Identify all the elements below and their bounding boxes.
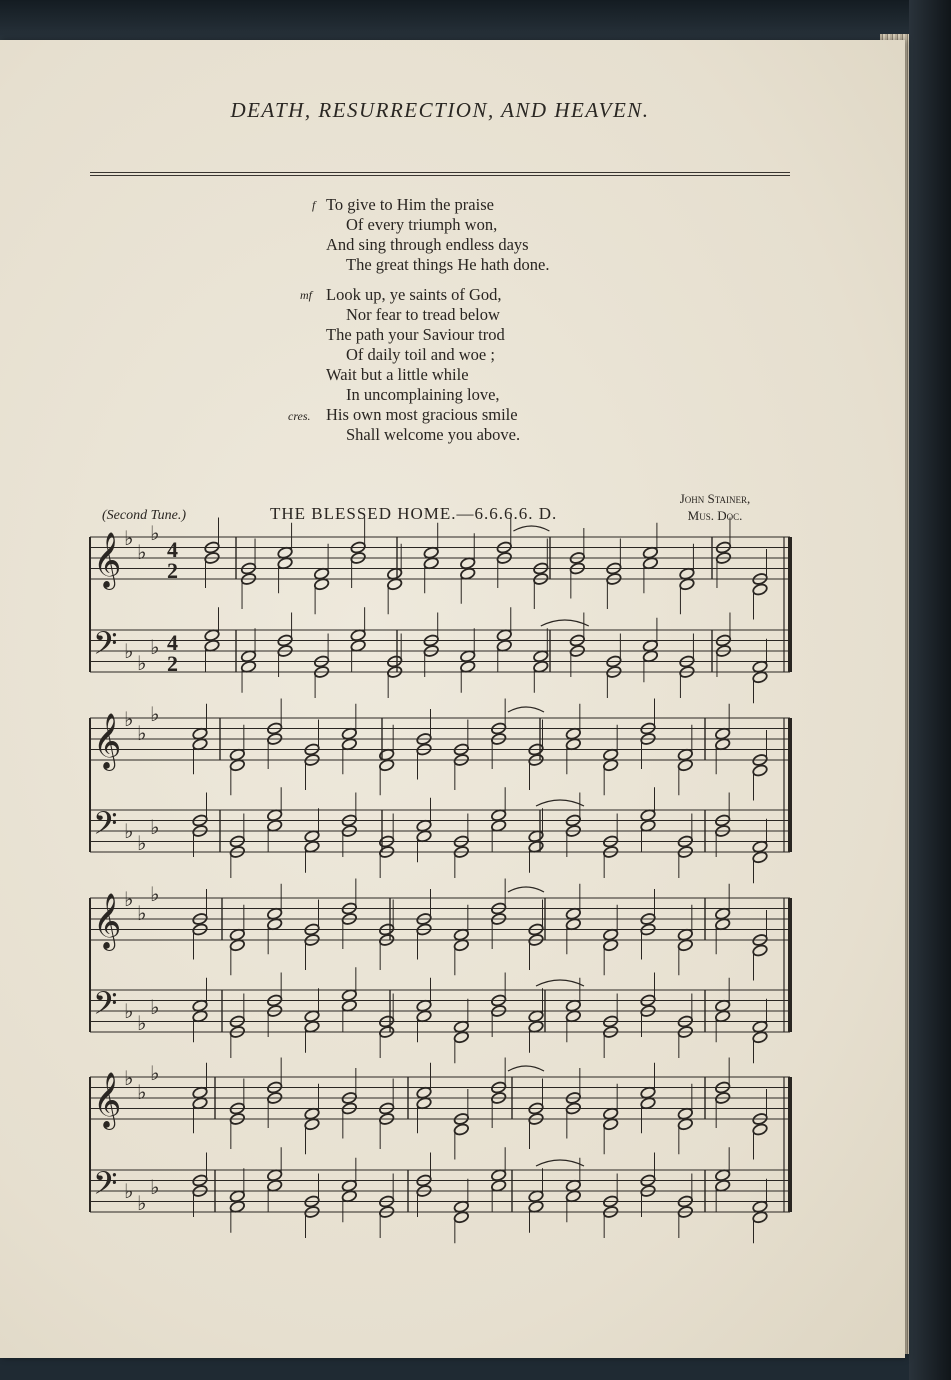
note-head bbox=[229, 939, 245, 952]
note-head bbox=[416, 1086, 432, 1099]
note-head bbox=[379, 759, 395, 772]
flat-sign-icon: ♭ bbox=[150, 815, 160, 839]
note-head bbox=[565, 727, 581, 740]
note-head bbox=[533, 650, 549, 663]
note-head bbox=[679, 567, 695, 580]
flat-sign-icon: ♭ bbox=[150, 1061, 160, 1085]
note-head bbox=[565, 1190, 581, 1203]
note-head bbox=[528, 1190, 544, 1203]
note-head bbox=[642, 650, 658, 663]
slur bbox=[508, 707, 544, 712]
flat-sign-icon: ♭ bbox=[137, 1011, 147, 1035]
note-head bbox=[229, 748, 245, 761]
note-head bbox=[304, 830, 320, 843]
tune-label: (Second Tune.) bbox=[102, 508, 186, 523]
note-head bbox=[565, 907, 581, 920]
note-head bbox=[640, 819, 656, 832]
note-head bbox=[677, 939, 693, 952]
note-head bbox=[642, 546, 658, 559]
note-head bbox=[304, 840, 320, 853]
verse-line: In uncomplaining love, bbox=[346, 385, 500, 404]
note-head bbox=[752, 840, 768, 853]
treble-clef-icon: 𝄞 bbox=[93, 532, 122, 588]
flat-sign-icon: ♭ bbox=[150, 882, 160, 906]
note-head bbox=[277, 557, 293, 570]
verse-line: And sing through endless days bbox=[326, 235, 529, 254]
note-head bbox=[603, 1118, 619, 1131]
note-head bbox=[715, 918, 731, 931]
slur bbox=[508, 1066, 544, 1071]
verse-line: Of daily toil and woe ; bbox=[346, 345, 495, 364]
note-head bbox=[313, 578, 329, 591]
note-head bbox=[640, 809, 656, 822]
flat-sign-icon: ♭ bbox=[124, 639, 134, 663]
note-head bbox=[240, 650, 256, 663]
note-head bbox=[423, 546, 439, 559]
note-head bbox=[453, 1123, 469, 1136]
flat-sign-icon: ♭ bbox=[137, 831, 147, 855]
slur bbox=[536, 980, 584, 986]
note-head bbox=[229, 928, 245, 941]
note-head bbox=[192, 727, 208, 740]
note-head bbox=[677, 928, 693, 941]
note-head bbox=[752, 583, 768, 596]
flat-sign-icon: ♭ bbox=[137, 1080, 147, 1104]
flat-sign-icon: ♭ bbox=[137, 721, 147, 745]
note-head bbox=[453, 1211, 469, 1224]
slur bbox=[536, 1160, 584, 1166]
note-head bbox=[350, 629, 366, 642]
note-head bbox=[752, 1211, 768, 1224]
note-head bbox=[642, 639, 658, 652]
flat-sign-icon: ♭ bbox=[150, 635, 160, 659]
note-head bbox=[752, 764, 768, 777]
double-bar-line bbox=[788, 718, 792, 852]
note-head bbox=[267, 819, 283, 832]
verse-line: The great things He hath done. bbox=[346, 255, 550, 274]
note-head bbox=[677, 1118, 693, 1131]
verse-line: Shall welcome you above. bbox=[346, 425, 521, 444]
note-head bbox=[528, 830, 544, 843]
note-head bbox=[752, 1020, 768, 1033]
note-head bbox=[565, 738, 581, 751]
note-head bbox=[565, 918, 581, 931]
note-head bbox=[715, 1169, 731, 1182]
flat-sign-icon: ♭ bbox=[124, 999, 134, 1023]
note-head bbox=[565, 1010, 581, 1023]
treble-clef-icon: 𝄞 bbox=[93, 1072, 122, 1128]
note-head bbox=[192, 1010, 208, 1023]
flat-sign-icon: ♭ bbox=[150, 995, 160, 1019]
note-head bbox=[350, 639, 366, 652]
verse-line: The path your Saviour trod bbox=[326, 325, 505, 344]
verse-line: mf Look up, ye saints of God, bbox=[300, 285, 502, 304]
note-head bbox=[677, 1107, 693, 1120]
flat-sign-icon: ♭ bbox=[124, 819, 134, 843]
slur bbox=[536, 800, 584, 806]
note-head bbox=[565, 999, 581, 1012]
note-head bbox=[313, 567, 329, 580]
note-head bbox=[387, 567, 403, 580]
time-signature-bass: 4 bbox=[167, 630, 178, 655]
note-head bbox=[453, 1031, 469, 1044]
note-head bbox=[640, 1086, 656, 1099]
note-head bbox=[341, 738, 357, 751]
flat-sign-icon: ♭ bbox=[137, 1191, 147, 1215]
note-head bbox=[565, 1179, 581, 1192]
note-head bbox=[642, 557, 658, 570]
note-head bbox=[267, 809, 283, 822]
flat-sign-icon: ♭ bbox=[150, 1175, 160, 1199]
note-head bbox=[240, 660, 256, 673]
note-head bbox=[752, 851, 768, 864]
bass-clef-icon: 𝄢 bbox=[93, 805, 118, 849]
note-head bbox=[715, 999, 731, 1012]
verse-line: f To give to Him the praise bbox=[312, 195, 494, 214]
note-head bbox=[603, 939, 619, 952]
bass-clef-icon: 𝄢 bbox=[93, 625, 118, 669]
note-head bbox=[416, 830, 432, 843]
note-head bbox=[491, 1169, 507, 1182]
note-head bbox=[752, 1123, 768, 1136]
time-signature-treble: 2 bbox=[167, 558, 178, 583]
flat-sign-icon: ♭ bbox=[124, 526, 134, 550]
note-head bbox=[715, 1179, 731, 1192]
note-head bbox=[460, 557, 476, 570]
slur bbox=[508, 887, 544, 892]
note-head bbox=[460, 660, 476, 673]
note-head bbox=[528, 1010, 544, 1023]
flat-sign-icon: ♭ bbox=[150, 702, 160, 726]
treble-clef-icon: 𝄞 bbox=[93, 893, 122, 949]
note-head bbox=[453, 928, 469, 941]
note-head bbox=[192, 999, 208, 1012]
time-signature-bass: 2 bbox=[167, 651, 178, 676]
verse-line: cres. His own most gracious smile bbox=[288, 405, 518, 424]
slur bbox=[541, 620, 589, 626]
note-head bbox=[416, 999, 432, 1012]
note-head bbox=[491, 1179, 507, 1192]
note-head bbox=[387, 578, 403, 591]
flat-sign-icon: ♭ bbox=[124, 1066, 134, 1090]
note-head bbox=[715, 907, 731, 920]
note-head bbox=[491, 809, 507, 822]
page-header: DEATH, RESURRECTION, AND HEAVEN. bbox=[230, 98, 650, 122]
flat-sign-icon: ♭ bbox=[137, 540, 147, 564]
bass-clef-icon: 𝄢 bbox=[93, 1165, 118, 1209]
note-head bbox=[192, 738, 208, 751]
note-head bbox=[496, 629, 512, 642]
note-head bbox=[603, 748, 619, 761]
note-head bbox=[528, 1200, 544, 1213]
note-head bbox=[460, 567, 476, 580]
note-head bbox=[453, 939, 469, 952]
note-head bbox=[341, 989, 357, 1002]
note-head bbox=[423, 557, 439, 570]
composer-credit: John Stainer, Mus. Doc. bbox=[679, 491, 751, 523]
flat-sign-icon: ♭ bbox=[137, 651, 147, 675]
note-head bbox=[640, 1097, 656, 1110]
note-head bbox=[491, 819, 507, 832]
note-head bbox=[453, 1020, 469, 1033]
double-bar-line bbox=[788, 1077, 792, 1212]
note-head bbox=[341, 1190, 357, 1203]
note-head bbox=[603, 1107, 619, 1120]
note-head bbox=[341, 999, 357, 1012]
note-head bbox=[715, 727, 731, 740]
flat-sign-icon: ♭ bbox=[137, 901, 147, 925]
note-head bbox=[603, 759, 619, 772]
note-head bbox=[267, 1179, 283, 1192]
note-head bbox=[204, 629, 220, 642]
note-head bbox=[304, 1020, 320, 1033]
flat-sign-icon: ♭ bbox=[150, 521, 160, 545]
dynamic-mark: f bbox=[312, 198, 316, 212]
flat-sign-icon: ♭ bbox=[124, 707, 134, 731]
note-head bbox=[379, 748, 395, 761]
note-head bbox=[752, 671, 768, 684]
note-head bbox=[715, 1010, 731, 1023]
note-head bbox=[752, 660, 768, 673]
note-head bbox=[533, 660, 549, 673]
dynamic-mark: mf bbox=[300, 288, 312, 302]
note-head bbox=[304, 1010, 320, 1023]
note-head bbox=[192, 1097, 208, 1110]
note-head bbox=[677, 759, 693, 772]
verse-line: Nor fear to tread below bbox=[346, 305, 500, 324]
note-head bbox=[304, 1118, 320, 1131]
verse-line: Wait but a little while bbox=[326, 365, 469, 384]
note-head bbox=[229, 1200, 245, 1213]
slur bbox=[513, 526, 549, 531]
note-head bbox=[460, 650, 476, 663]
note-head bbox=[677, 748, 693, 761]
note-head bbox=[752, 944, 768, 957]
bass-clef-icon: 𝄢 bbox=[93, 985, 118, 1029]
note-head bbox=[752, 1031, 768, 1044]
note-head bbox=[204, 639, 220, 652]
note-head bbox=[229, 1190, 245, 1203]
note-head bbox=[528, 840, 544, 853]
note-head bbox=[341, 1179, 357, 1192]
note-head bbox=[304, 1107, 320, 1120]
note-head bbox=[416, 1097, 432, 1110]
note-head bbox=[528, 1020, 544, 1033]
time-signature-treble: 4 bbox=[167, 537, 178, 562]
note-head bbox=[603, 928, 619, 941]
note-head bbox=[192, 1086, 208, 1099]
double-bar-line bbox=[788, 898, 792, 1032]
note-head bbox=[267, 1169, 283, 1182]
verse-line: Of every triumph won, bbox=[346, 215, 498, 234]
note-head bbox=[496, 639, 512, 652]
double-bar-line bbox=[788, 537, 792, 672]
tune-title: THE BLESSED HOME.—6.6.6.6. D. bbox=[270, 504, 558, 523]
note-head bbox=[416, 1010, 432, 1023]
flat-sign-icon: ♭ bbox=[124, 887, 134, 911]
dynamic-mark: cres. bbox=[288, 409, 311, 423]
note-head bbox=[267, 918, 283, 931]
note-head bbox=[679, 578, 695, 591]
note-head bbox=[229, 759, 245, 772]
note-head bbox=[341, 727, 357, 740]
note-head bbox=[752, 1200, 768, 1213]
treble-clef-icon: 𝄞 bbox=[93, 713, 122, 769]
note-head bbox=[416, 819, 432, 832]
flat-sign-icon: ♭ bbox=[124, 1179, 134, 1203]
note-head bbox=[453, 1200, 469, 1213]
note-head bbox=[277, 546, 293, 559]
note-head bbox=[267, 907, 283, 920]
note-head bbox=[715, 738, 731, 751]
